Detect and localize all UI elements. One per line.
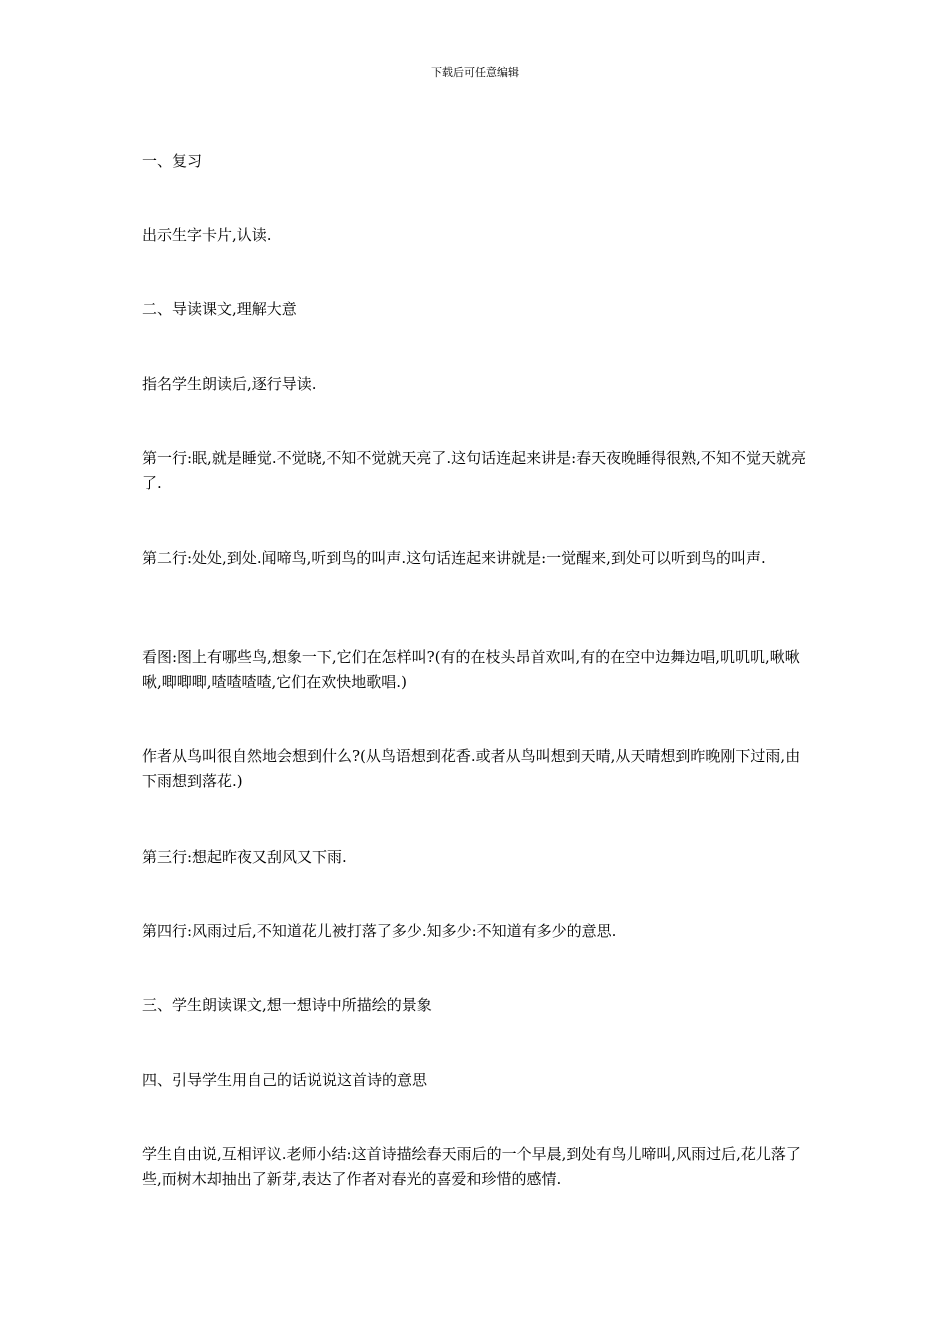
paragraph: 第二行:处处,到处.闻啼鸟,听到鸟的叫声.这句话连起来讲就是:一觉醒来,到处可以听到鸟的叫声. <box>142 549 766 567</box>
paragraph: 指名学生朗读后,逐行导读. <box>142 375 317 393</box>
paragraph: 第一行:眠,就是睡觉.不觉晓,不知不觉就天亮了.这句话连起来讲是:春天夜晚睡得很熟,不知不觉天就亮了. <box>142 449 806 492</box>
section-heading-retelling: 四、引导学生用自己的话说说这首诗的意思 <box>142 1071 428 1089</box>
page-header: 下载后可任意编辑 <box>431 66 519 79</box>
paragraph: 第四行:风雨过后,不知道花儿被打落了多少.知多少:不知道有多少的意思. <box>142 922 617 940</box>
paragraph: 出示生字卡片,认读. <box>142 226 272 244</box>
section-heading-review: 一、复习 <box>142 152 203 170</box>
paragraph: 作者从鸟叫很自然地会想到什么?(从鸟语想到花香.或者从鸟叫想到天晴,从天晴想到昨晚刚下过雨,由下雨想到落花.) <box>142 747 801 790</box>
paragraph: 看图:图上有哪些鸟,想象一下,它们在怎样叫?(有的在枝头昂首欢叫,有的在空中边舞边唱,叽叽叽,啾啾啾,唧唧唧,喳喳喳喳,它们在欢快地歌唱.) <box>142 648 800 691</box>
paragraph: 学生自由说,互相评议.老师小结:这首诗描绘春天雨后的一个早晨,到处有鸟儿啼叫,风雨过后,花儿落了些,而树木却抽出了新芽,表达了作者对春光的喜爱和珍惜的感情. <box>142 1145 801 1188</box>
section-heading-reading: 三、学生朗读课文,想一想诗中所描绘的景象 <box>142 996 432 1014</box>
section-heading-guided-reading: 二、导读课文,理解大意 <box>142 300 297 318</box>
paragraph: 第三行:想起昨夜又刮风又下雨. <box>142 848 347 866</box>
